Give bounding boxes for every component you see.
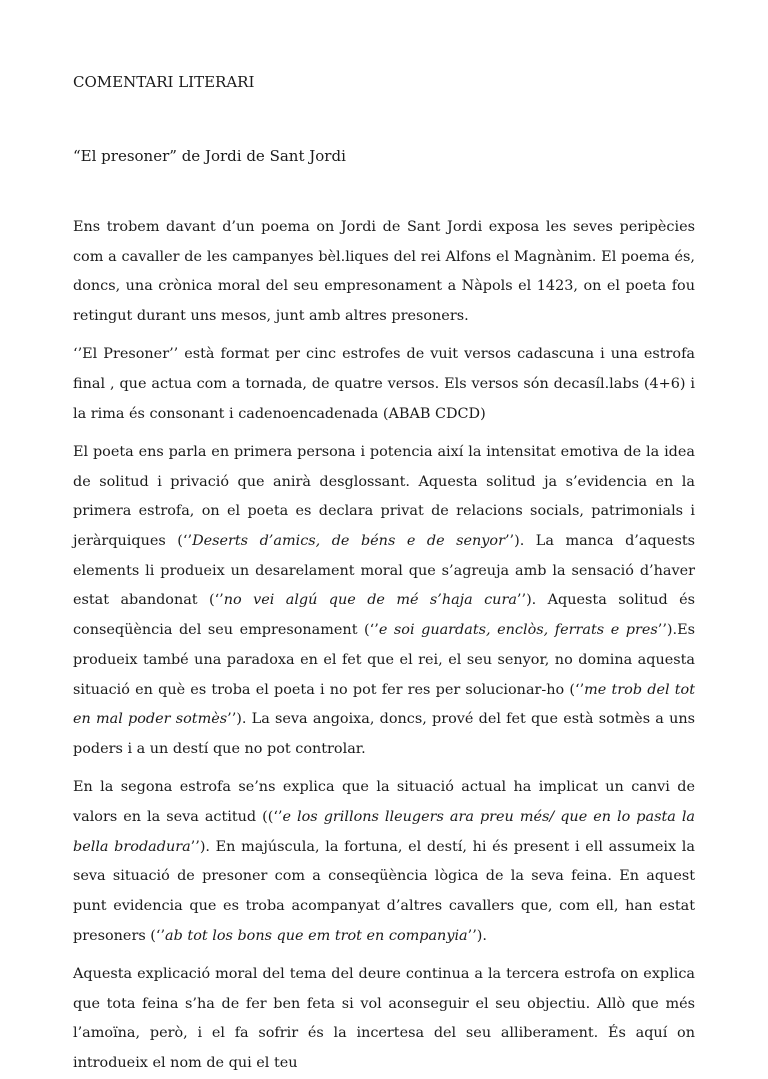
quoted-verse: me trob del tot en mal poder sotmès	[73, 681, 695, 728]
paragraph-text: ’’). Aquesta solitud és conseqüència del seu empresonament (‘’	[73, 592, 696, 639]
paragraph-text: ’’). La manca d’aquests elements li produeix un desarelament moral que s’agreuja amb la sensació d’haver estat abandonat (‘’	[73, 533, 696, 609]
paragraph-text: Aquesta explicació moral del tema del deure continua a la tercera estrofa on explica que tota feina s’ha de fer ben feta si vol aconseguir el seu objectiu. Allò que més l’amoïna, però, i el fa sofrir és la incertesa del seu alliberament. És aquí on introdueix el nom de qui el teu	[73, 965, 695, 1071]
quoted-verse: Deserts d’amics, de béns e de senyor	[192, 533, 505, 550]
paragraph	[73, 213, 695, 332]
document-heading: COMENTARI LITERARI	[73, 73, 255, 91]
paragraph	[73, 438, 695, 765]
paragraph-text: En la segona estrofa se’ns explica que la situació actual ha implicat un canvi de valors en la seva actitud ((‘’	[73, 779, 695, 825]
quoted-verse: ab tot los bons que em trot en companyia	[165, 927, 468, 944]
paragraph	[73, 960, 695, 1079]
paragraph	[73, 340, 695, 429]
paragraph-text: ’’).	[467, 927, 487, 944]
paragraph-text: ’’). En majúscula, la fortuna, el destí, hi és present i ell assumeix la seva situació de presoner com a conseqüència lògica de la seva feina. En aquest punt evidencia que es troba acompanyat d’altres cavallers que, com ell, han estat presoners (‘’	[73, 838, 695, 944]
paragraph-text: ’’). La seva angoixa, doncs, prové del fet que està sotmès a uns poders i a un destí que no pot controlar.	[73, 711, 696, 757]
paragraph-text: El poeta ens parla en primera persona i potencia així la intensitat emotiva de la idea de solitud i privació que anirà desglossant. Aquesta solitud ja s’evidencia en la primera estrofa, on el poeta es declara privat de relacions socials, patrimonials i jeràrquiques (‘’	[73, 443, 695, 550]
document-body	[73, 213, 695, 1079]
paragraph-text: ’’).Es produeix també una paradoxa en el fet que el rei, el seu senyor, no domina aquesta situació en què es troba el poeta i no pot fer res per solucionar-ho (‘’	[73, 622, 696, 698]
paragraph	[73, 773, 695, 951]
quoted-verse: e los grillons lleugers ara preu més/ que en lo pasta la bella brodadura	[73, 808, 696, 855]
document-subtitle: “El presoner” de Jordi de Sant Jordi	[73, 147, 346, 165]
paragraph-text: Ens trobem davant d’un poema on Jordi de Sant Jordi exposa les seves peripècies com a cavaller de les campanyes bèl.liques del rei Alfons el Magnànim. El poema és, doncs, una crònica moral del seu empresonament a Nàpols el 1423, on el poeta fou retingut durant uns mesos, junt amb altres presoners.	[73, 219, 695, 325]
paragraph-text: ‘’El Presoner’’ està format per cinc estrofes de vuit versos cadascuna i una estrofa final , que actua com a tornada, de quatre versos. Els versos són decasíl.labs (4+6) i la rima és consonant i cadenoencadenada (ABAB CDCD)	[73, 346, 695, 422]
quoted-verse: e soi guardats, enclòs, ferrats e pres	[378, 622, 658, 639]
quoted-verse: no vei algú que de mé s’haja cura	[223, 592, 517, 609]
